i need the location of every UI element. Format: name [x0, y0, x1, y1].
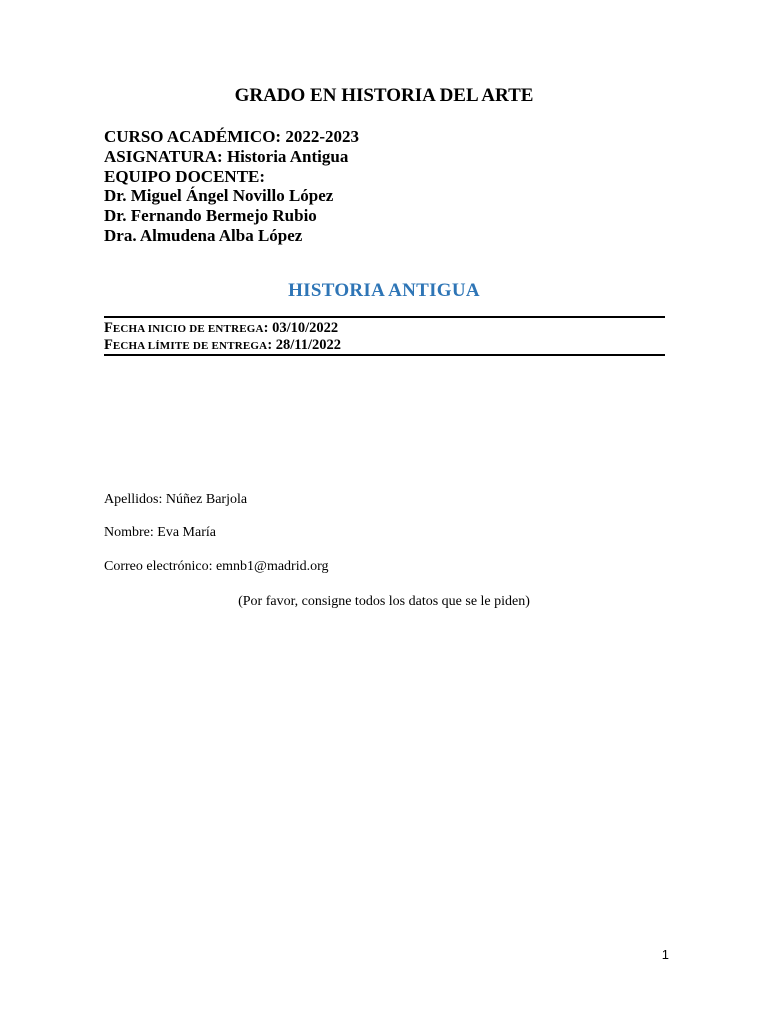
course-info-block: [104, 127, 359, 246]
teaching-team-heading: EQUIPO DOCENTE:: [104, 166, 266, 186]
submission-dates-box: [104, 316, 665, 356]
subject-title: HISTORIA ANTIGUA: [288, 280, 480, 301]
instruction-note: (Por favor, consigne todos los datos que se le piden): [238, 594, 530, 609]
subject-line: ASIGNATURA: Historia Antigua: [104, 146, 349, 166]
teacher-name: Dr. Fernando Bermejo Rubio: [104, 206, 317, 226]
degree-title: GRADO EN HISTORIA DEL ARTE: [234, 85, 534, 106]
name-field: Nombre: Eva María: [104, 525, 216, 540]
submission-deadline-date: FECHA LÍMITE DE ENTREGA: 28/11/2022: [104, 337, 342, 353]
page-number: 1: [661, 947, 669, 962]
academic-year-line: CURSO ACADÉMICO: 2022-2023: [104, 127, 359, 146]
email-field: Correo electrónico: emnb1@madrid.org: [104, 559, 329, 574]
submission-start-date: FECHA INICIO DE ENTREGA: 03/10/2022: [104, 320, 339, 336]
teacher-name: Dr. Miguel Ángel Novillo López: [104, 186, 334, 206]
teacher-name: Dra. Almudena Alba López: [104, 225, 303, 245]
surname-field: Apellidos: Núñez Barjola: [104, 492, 248, 507]
